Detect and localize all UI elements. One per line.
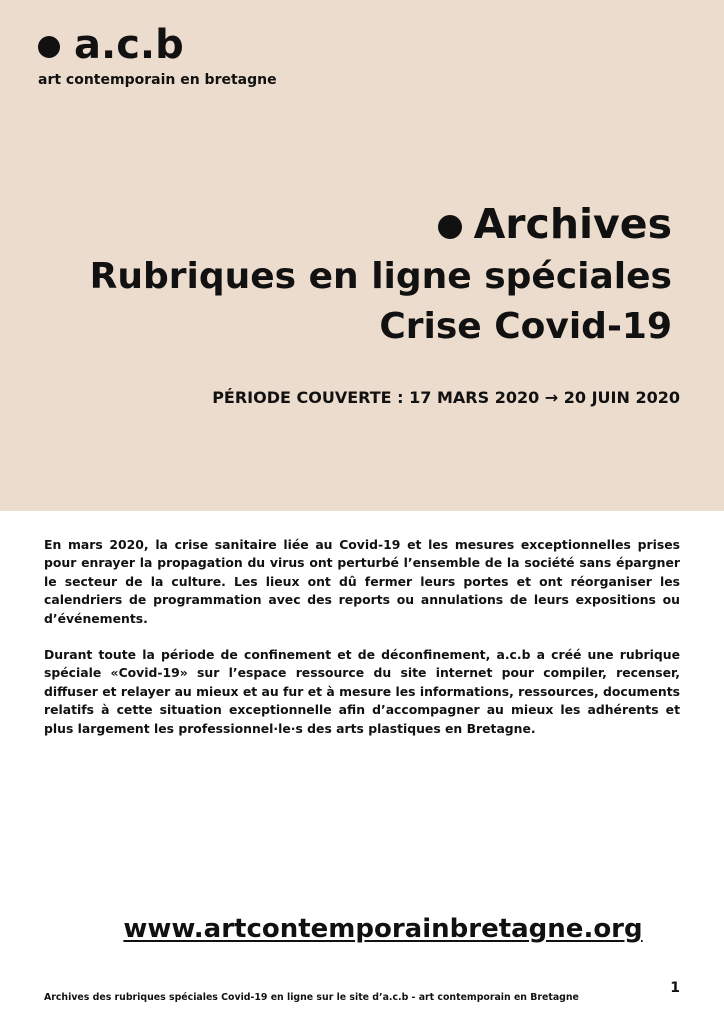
paragraph-2: Durant toute la période de confinement et de déconfinement, a.c.b a créé une rubrique spéciale «Covid-19» sur l’espace ressource du site internet pour compiler, recenser, diffuser et relayer au mieux et au fur et à mesure les informations, ressources, documents relatifs à cette situation exceptionnelle afin d’accompagner au mieux les adhérents et plus largement les professionnel·le·s des arts plastiques en Bretagne. — [44, 647, 680, 736]
intro-text — [44, 536, 680, 756]
page-title-text: Archives — [473, 200, 672, 248]
page-number: 1 — [670, 980, 680, 996]
header-banner — [0, 0, 724, 511]
acb-logo[interactable] — [38, 22, 277, 88]
paragraph-1: En mars 2020, la crise sanitaire liée au Covid-19 et les mesures exceptionnelles prises pour enrayer la propagation du virus ont perturbé l’ensemble de la société sans épargner le secteur de la culture. Les lieux ont dû fermer leurs portes et ont réorganiser les calendriers de programmation avec des reports ou annulations de leurs expositions ou d’événements. — [44, 537, 680, 626]
page-title — [90, 196, 672, 252]
subtitle-line-1: Rubriques en ligne spéciales — [89, 256, 672, 297]
subtitle-line-2: Crise Covid-19 — [379, 306, 672, 347]
logo-subtitle: art contemporain en bretagne — [38, 72, 277, 88]
logo-name: a.c.b — [74, 22, 184, 68]
bullet-dot-icon — [438, 215, 462, 239]
period-covered: PÉRIODE COUVERTE : 17 MARS 2020 → 20 JUIN 2020 — [212, 388, 680, 407]
footer-note: Archives des rubriques spéciales Covid-19 en ligne sur le site d’a.c.b - art contemporain en Bretagne — [44, 992, 579, 1003]
document-title-block — [90, 196, 672, 352]
logo-dot-icon — [38, 36, 60, 58]
website-link[interactable]: www.artcontemporainbretagne.org — [123, 914, 643, 944]
